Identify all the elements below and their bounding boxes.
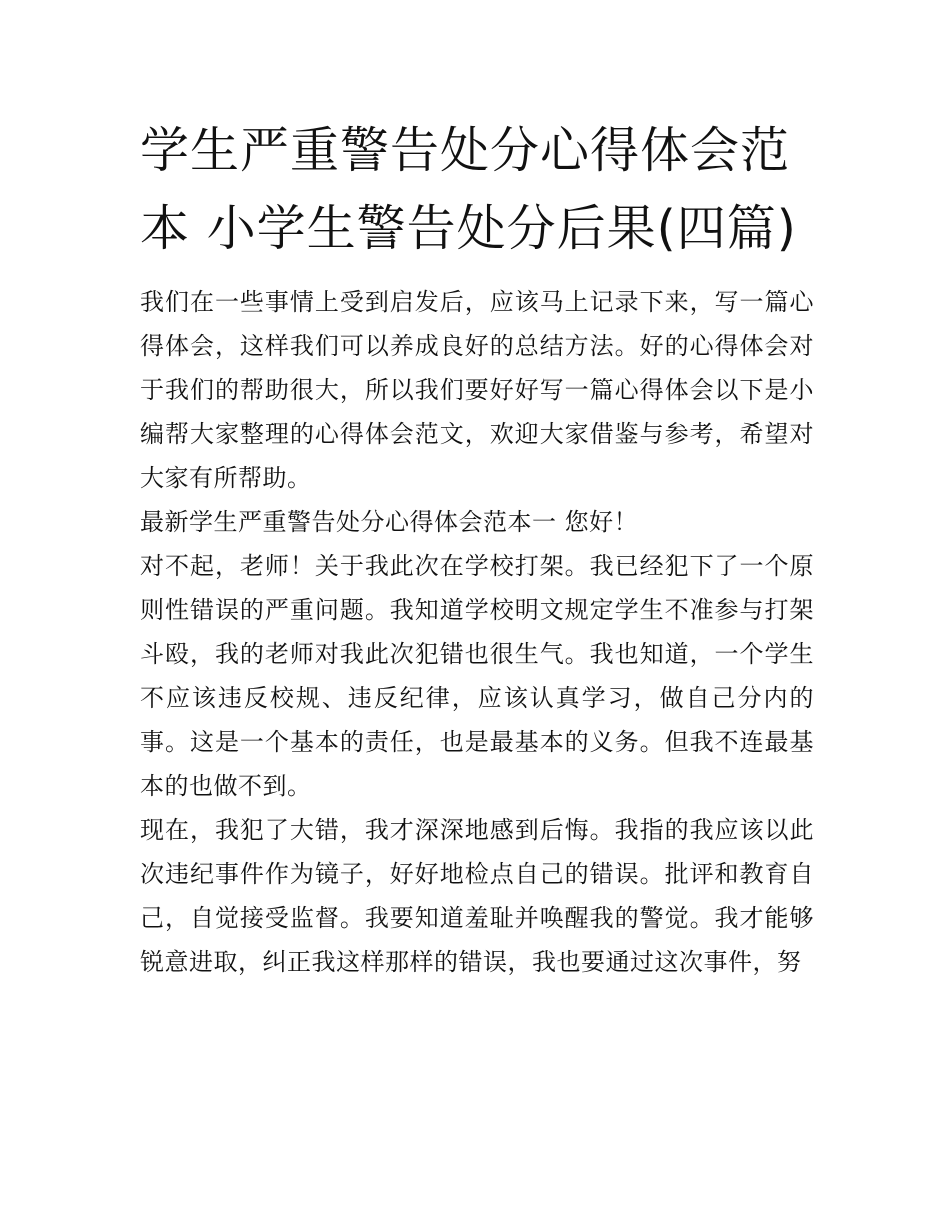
section-heading-paragraph: 最新学生严重警告处分心得体会范本一 您好！	[140, 508, 639, 536]
intro-paragraph: 我们在一些事情上受到启发后，应该马上记录下来，写一篇心得体会，这样我们可以养成良好的总结方法。好的心得体会对于我们的帮助很大，所以我们要好好写一篇心得体会以下是小编帮大家整理的心得体会范文，欢迎大家借鉴与参考，希望对大家有所帮助。	[140, 288, 814, 492]
document-body	[140, 280, 814, 984]
reflection-paragraph: 现在，我犯了大错，我才深深地感到后悔。我指的我应该以此次违纪事件作为镜子，好好地检点自己的错误。批评和教育自己，自觉接受监督。我要知道羞耻并唤醒我的警觉。我才能够锐意进取，纠正我这样那样的错误，我也要通过这次事件，努	[140, 816, 814, 976]
apology-paragraph: 对不起，老师！关于我此次在学校打架。我已经犯下了一个原则性错误的严重问题。我知道学校明文规定学生不准参与打架斗殴，我的老师对我此次犯错也很生气。我也知道，一个学生不应该违反校规、违反纪律，应该认真学习，做自己分内的事。这是一个基本的责任，也是最基本的义务。但我不连最基本的也做不到。	[140, 552, 814, 800]
document-title: 学生严重警告处分心得体会范本 小学生警告处分后果(四篇)	[140, 122, 797, 257]
